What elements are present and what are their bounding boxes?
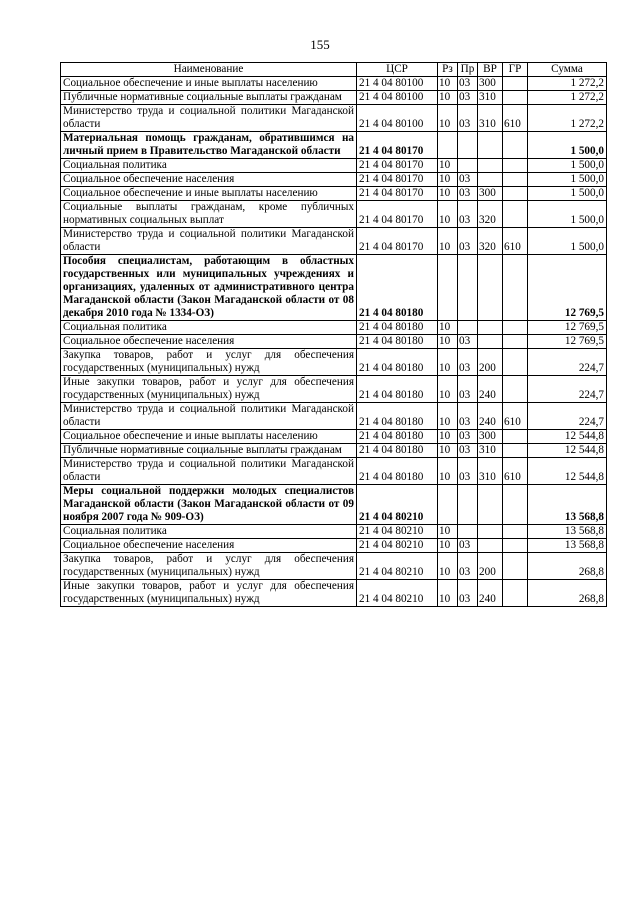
cell-vr [478,335,503,349]
table-row [61,430,607,444]
cell-gr [503,376,528,403]
page-number: 155 [310,37,330,52]
cell-rz: 10 [438,553,458,580]
cell-vr: 310 [478,444,503,458]
header-rz: Рз [438,63,458,77]
cell-name: Закупка товаров, работ и услуг для обеспечения государственных (муниципальных) нужд [61,553,357,580]
cell-csr: 21 4 04 80100 [357,77,438,91]
cell-pr: 03 [458,458,478,485]
cell-gr [503,321,528,335]
cell-pr: 03 [458,444,478,458]
cell-rz: 10 [438,105,458,132]
cell-csr: 21 4 04 80100 [357,105,438,132]
cell-sum: 13 568,8 [528,525,607,539]
cell-rz: 10 [438,335,458,349]
cell-pr: 03 [458,553,478,580]
cell-csr: 21 4 04 80180 [357,403,438,430]
cell-name: Министерство труда и социальной политики Магаданской области [61,403,357,430]
cell-sum: 1 272,2 [528,105,607,132]
table-row [61,485,607,525]
cell-rz: 10 [438,228,458,255]
cell-gr [503,77,528,91]
cell-name: Социальная политика [61,525,357,539]
cell-vr [478,255,503,321]
cell-gr [503,187,528,201]
header-sum: Сумма [528,63,607,77]
cell-pr: 03 [458,173,478,187]
cell-rz: 10 [438,187,458,201]
table-row [61,553,607,580]
cell-rz: 10 [438,444,458,458]
table-row [61,105,607,132]
cell-name: Министерство труда и социальной политики Магаданской области [61,105,357,132]
cell-pr: 03 [458,335,478,349]
cell-vr [478,485,503,525]
cell-name: Иные закупки товаров, работ и услуг для обеспечения государственных (муниципальных) нужд [61,580,357,607]
cell-sum: 12 769,5 [528,335,607,349]
cell-name: Социальные выплаты гражданам, кроме публичных нормативных социальных выплат [61,201,357,228]
cell-rz: 10 [438,376,458,403]
cell-csr: 21 4 04 80170 [357,201,438,228]
cell-gr [503,349,528,376]
table-row [61,349,607,376]
cell-gr: 610 [503,458,528,485]
cell-csr: 21 4 04 80170 [357,187,438,201]
table-row [61,376,607,403]
cell-csr: 21 4 04 80170 [357,173,438,187]
cell-vr: 320 [478,228,503,255]
cell-vr [478,173,503,187]
cell-gr [503,580,528,607]
cell-pr: 03 [458,187,478,201]
table-row [61,580,607,607]
table-row [61,132,607,159]
cell-name: Меры социальной поддержки молодых специалистов Магаданской области (Закон Магаданской области от 09 ноября 2007 года № 909-ОЗ) [61,485,357,525]
table-row [61,255,607,321]
cell-vr: 200 [478,553,503,580]
cell-rz: 10 [438,403,458,430]
cell-sum: 12 544,8 [528,444,607,458]
cell-csr: 21 4 04 80170 [357,132,438,159]
cell-name: Министерство труда и социальной политики Магаданской области [61,228,357,255]
cell-sum: 268,8 [528,580,607,607]
table-row [61,444,607,458]
cell-name: Публичные нормативные социальные выплаты гражданам [61,444,357,458]
cell-pr: 03 [458,91,478,105]
table-body [61,77,607,607]
cell-vr [478,132,503,159]
cell-rz: 10 [438,349,458,376]
cell-csr: 21 4 04 80180 [357,430,438,444]
cell-rz: 10 [438,580,458,607]
cell-pr: 03 [458,376,478,403]
cell-rz [438,485,458,525]
cell-name: Закупка товаров, работ и услуг для обеспечения государственных (муниципальных) нужд [61,349,357,376]
table-row [61,91,607,105]
table-row [61,539,607,553]
cell-csr: 21 4 04 80180 [357,335,438,349]
cell-name: Социальное обеспечение и иные выплаты населению [61,187,357,201]
cell-sum: 12 544,8 [528,430,607,444]
cell-gr [503,91,528,105]
cell-sum: 1 272,2 [528,91,607,105]
cell-vr: 310 [478,458,503,485]
table-row [61,335,607,349]
cell-pr: 03 [458,539,478,553]
cell-gr [503,444,528,458]
cell-gr [503,430,528,444]
table-row [61,173,607,187]
header-name: Наименование [61,63,357,77]
cell-name: Социальное обеспечение населения [61,539,357,553]
cell-rz: 10 [438,201,458,228]
cell-vr: 300 [478,430,503,444]
cell-sum: 1 500,0 [528,187,607,201]
cell-sum: 12 769,5 [528,255,607,321]
cell-csr: 21 4 04 80210 [357,485,438,525]
cell-csr: 21 4 04 80100 [357,91,438,105]
cell-csr: 21 4 04 80210 [357,539,438,553]
cell-sum: 224,7 [528,376,607,403]
cell-pr: 03 [458,349,478,376]
cell-pr [458,525,478,539]
cell-rz: 10 [438,525,458,539]
table-row [61,228,607,255]
header-csr: ЦСР [357,63,438,77]
cell-name: Социальное обеспечение и иные выплаты населению [61,77,357,91]
cell-vr [478,321,503,335]
cell-gr: 610 [503,105,528,132]
cell-vr: 240 [478,403,503,430]
cell-gr: 610 [503,403,528,430]
cell-vr [478,525,503,539]
cell-csr: 21 4 04 80180 [357,458,438,485]
cell-csr: 21 4 04 80180 [357,444,438,458]
cell-pr: 03 [458,105,478,132]
cell-vr: 240 [478,376,503,403]
cell-rz [438,255,458,321]
cell-sum: 12 544,8 [528,458,607,485]
cell-sum: 1 500,0 [528,201,607,228]
cell-pr [458,132,478,159]
cell-pr [458,255,478,321]
header-gr: ГР [503,63,528,77]
cell-sum: 224,7 [528,349,607,376]
cell-rz: 10 [438,159,458,173]
cell-vr: 310 [478,105,503,132]
cell-name: Социальное обеспечение населения [61,173,357,187]
cell-rz: 10 [438,321,458,335]
cell-vr: 300 [478,77,503,91]
cell-csr: 21 4 04 80180 [357,376,438,403]
cell-sum: 13 568,8 [528,485,607,525]
cell-sum: 1 500,0 [528,228,607,255]
cell-sum: 1 500,0 [528,132,607,159]
cell-pr: 03 [458,580,478,607]
table-row [61,201,607,228]
cell-rz: 10 [438,173,458,187]
cell-vr: 200 [478,349,503,376]
cell-sum: 13 568,8 [528,539,607,553]
cell-name: Публичные нормативные социальные выплаты гражданам [61,91,357,105]
table-header-row [61,63,607,77]
cell-rz: 10 [438,77,458,91]
cell-pr: 03 [458,403,478,430]
table-row [61,77,607,91]
cell-csr: 21 4 04 80180 [357,321,438,335]
table-row [61,159,607,173]
cell-gr [503,485,528,525]
cell-gr [503,173,528,187]
cell-csr: 21 4 04 80180 [357,349,438,376]
cell-pr [458,321,478,335]
cell-name: Материальная помощь гражданам, обратившимся на личный прием в Правительство Магаданской области [61,132,357,159]
table-row [61,187,607,201]
cell-csr: 21 4 04 80210 [357,580,438,607]
cell-name: Иные закупки товаров, работ и услуг для обеспечения государственных (муниципальных) нужд [61,376,357,403]
cell-name: Социальная политика [61,321,357,335]
cell-rz [438,132,458,159]
cell-sum: 268,8 [528,553,607,580]
cell-name: Министерство труда и социальной политики Магаданской области [61,458,357,485]
header-vr: ВР [478,63,503,77]
cell-rz: 10 [438,539,458,553]
cell-sum: 224,7 [528,403,607,430]
cell-name: Социальное обеспечение и иные выплаты населению [61,430,357,444]
cell-name: Социальное обеспечение населения [61,335,357,349]
cell-vr: 310 [478,91,503,105]
table-row [61,525,607,539]
cell-sum: 12 769,5 [528,321,607,335]
cell-gr [503,525,528,539]
cell-sum: 1 500,0 [528,173,607,187]
cell-gr [503,335,528,349]
table-row [61,403,607,430]
cell-vr: 300 [478,187,503,201]
cell-gr: 610 [503,228,528,255]
cell-csr: 21 4 04 80180 [357,255,438,321]
cell-gr [503,201,528,228]
cell-pr: 03 [458,228,478,255]
cell-gr [503,553,528,580]
cell-rz: 10 [438,458,458,485]
cell-gr [503,159,528,173]
cell-csr: 21 4 04 80210 [357,525,438,539]
cell-vr [478,539,503,553]
cell-rz: 10 [438,91,458,105]
cell-pr: 03 [458,430,478,444]
header-pr: Пр [458,63,478,77]
cell-pr [458,159,478,173]
budget-table [60,62,607,607]
cell-vr: 240 [478,580,503,607]
cell-rz: 10 [438,430,458,444]
cell-csr: 21 4 04 80170 [357,228,438,255]
cell-vr: 320 [478,201,503,228]
cell-pr [458,485,478,525]
cell-gr [503,255,528,321]
cell-sum: 1 272,2 [528,77,607,91]
cell-gr [503,132,528,159]
cell-csr: 21 4 04 80210 [357,553,438,580]
table-row [61,321,607,335]
cell-sum: 1 500,0 [528,159,607,173]
cell-pr: 03 [458,201,478,228]
cell-name: Пособия специалистам, работающим в областных государственных или муниципальных учреждениях и организациях, удаленных от административного центра Магаданской области (Закон Магаданской области от 08 декабря 2010 года № 1334-ОЗ) [61,255,357,321]
cell-pr: 03 [458,77,478,91]
cell-name: Социальная политика [61,159,357,173]
cell-gr [503,539,528,553]
table-row [61,458,607,485]
cell-vr [478,159,503,173]
cell-csr: 21 4 04 80170 [357,159,438,173]
